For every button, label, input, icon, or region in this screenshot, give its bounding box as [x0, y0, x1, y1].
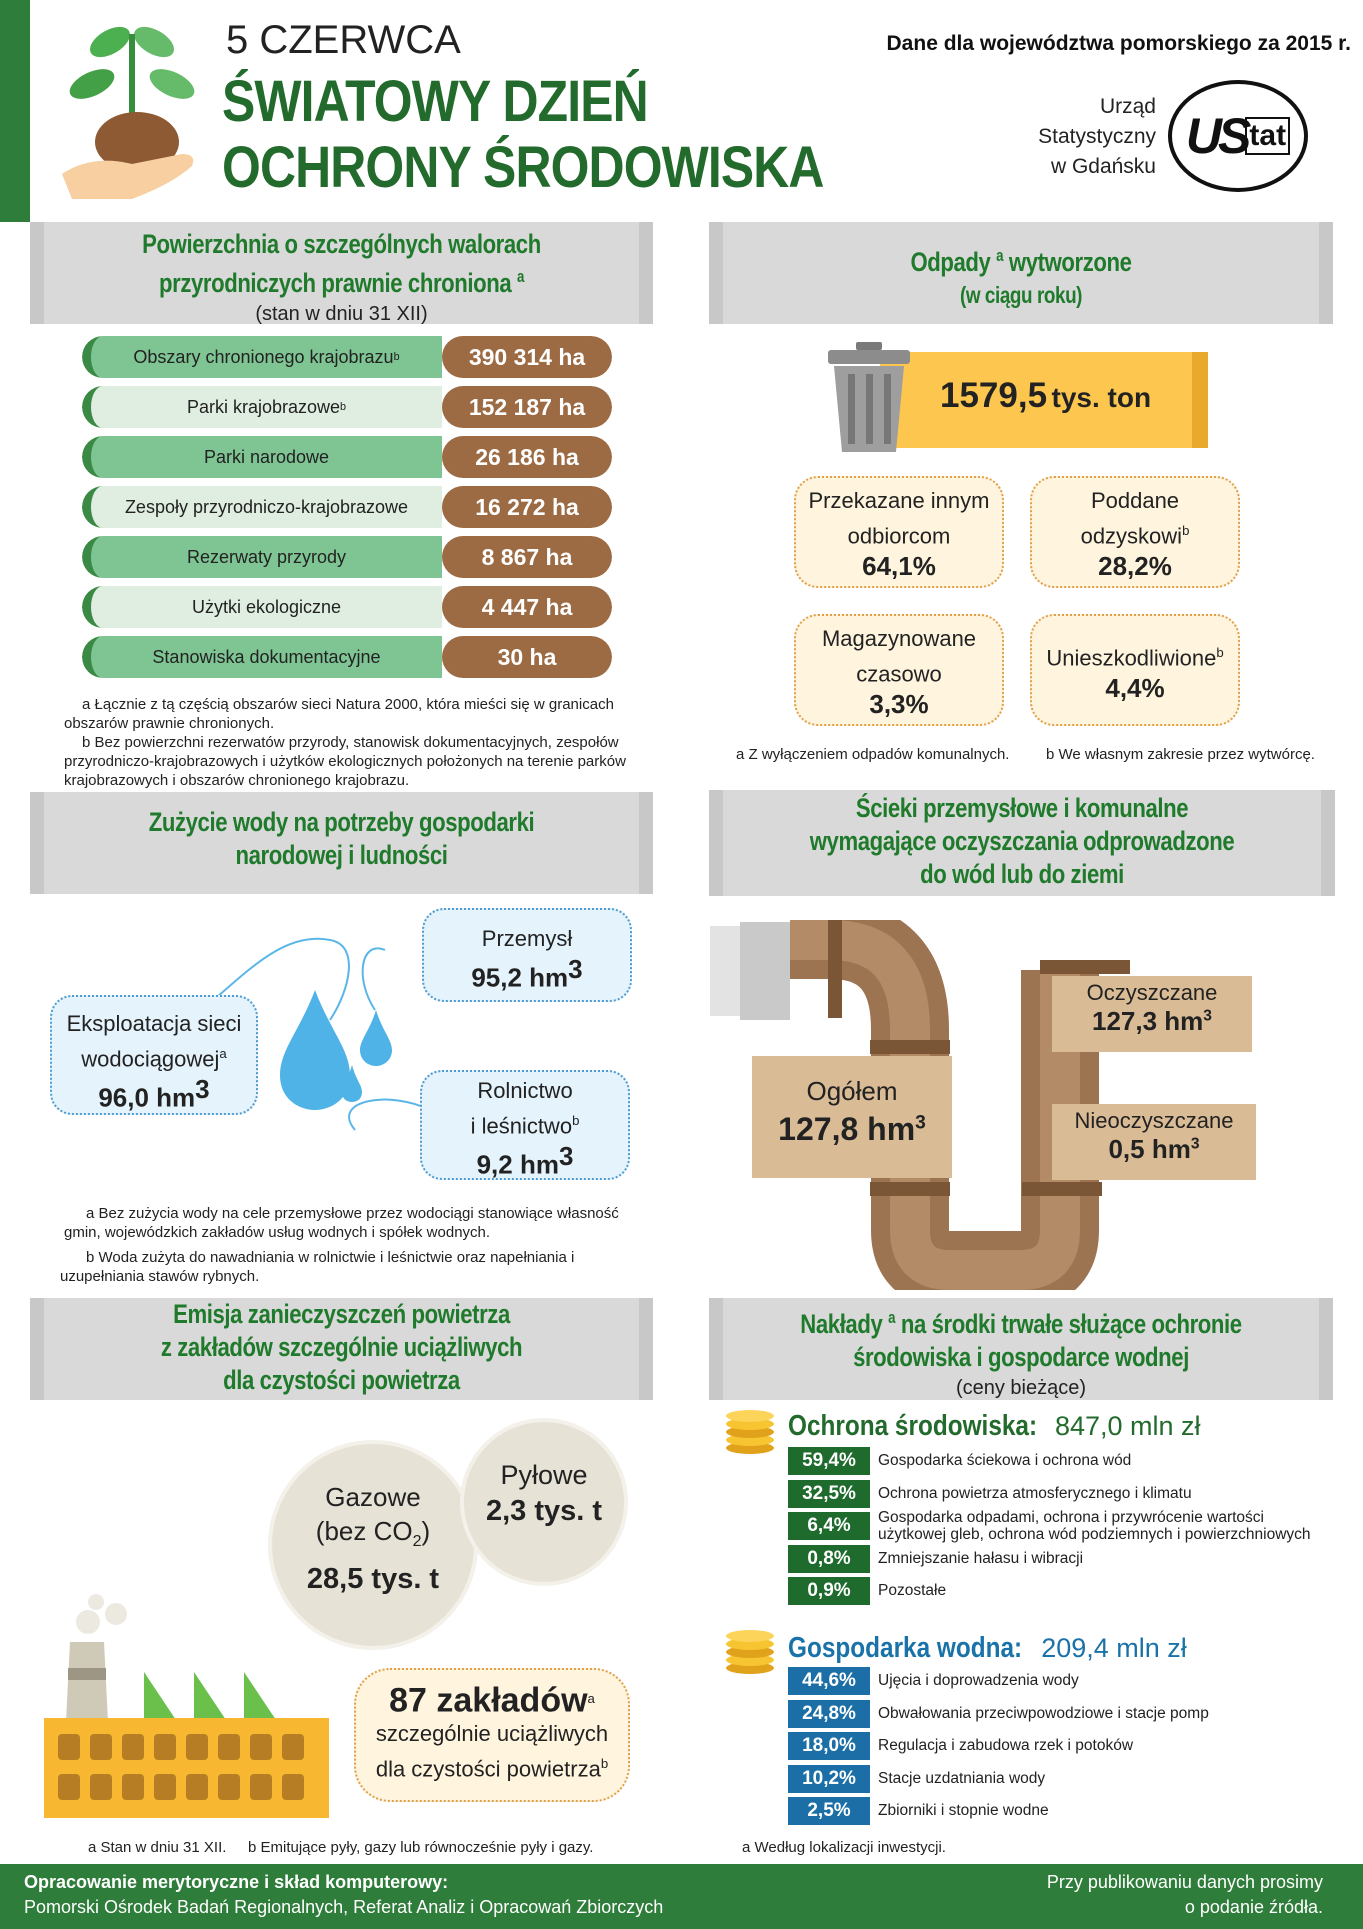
- protected-area-sup: b: [393, 351, 400, 363]
- investment-pct: 6,4%: [788, 1512, 870, 1540]
- water-title-line2: narodowej i ludności: [235, 840, 448, 870]
- trash-bin-icon: [826, 342, 912, 454]
- sewage-untreated-value: 0,5 hm: [1108, 1134, 1191, 1164]
- protected-area-row: [82, 436, 612, 478]
- waste-share-label2: odzyskowi$^b$: [1080, 523, 1190, 549]
- investment-pct: 0,9%: [788, 1577, 870, 1605]
- water-network-unit-sup: 3: [195, 1074, 210, 1105]
- waste-share-box: [1030, 614, 1240, 726]
- water-agri-box: [420, 1070, 630, 1180]
- protected-area-row: [82, 486, 612, 528]
- protected-area-label: [82, 386, 442, 428]
- water-note-a: a Bez zużycia wody na cele przemysłowe przez wodociągi stanowiące własność gmin, wojewódzkich zakładów usług wodnych i spółek wodnych.: [64, 1205, 619, 1241]
- plants-box: [354, 1668, 630, 1802]
- header-date: 5 CZERWCA: [226, 18, 461, 62]
- water-network-label2: wodociągowej: [81, 1046, 220, 1072]
- investment-label: Zbiorniki i stopnie wodne: [878, 1802, 1049, 1819]
- header-green-strip: [0, 0, 30, 222]
- investment-label: Gospodarka ściekowa i ochrona wód: [878, 1452, 1132, 1469]
- footer-left-line2: Pomorski Ośrodek Badań Regionalnych, Referat Analiz i Opracowań Zbiorczych: [24, 1897, 664, 1917]
- emission-header: [30, 1298, 653, 1400]
- protected-area-label: [82, 636, 442, 678]
- water-industry-unit-sup: 3: [568, 954, 583, 984]
- protected-area-label: [82, 436, 442, 478]
- office-line3: w Gdańsku: [1050, 155, 1156, 178]
- investment-label: Obwałowania przeciwpowodziowe i stacje pomp: [878, 1704, 1209, 1722]
- protected-subtitle: (stan w dniu 31 XII): [255, 303, 428, 325]
- investment-subtitle: (ceny bieżące): [955, 1377, 1087, 1399]
- header-title-line1: ŚWIATOWY DZIEŃ: [222, 69, 648, 134]
- investment-title-part1: Nakłady: [800, 1309, 883, 1339]
- water-agri-label2: i leśnictwo: [470, 1113, 573, 1139]
- gas-label1: Gazowe: [325, 1482, 421, 1512]
- investment-label: Pozostałe: [878, 1582, 947, 1599]
- factory-icon: [44, 1592, 344, 1824]
- sewage-title-line3: do wód lub do ziemi: [920, 859, 1124, 889]
- protected-area-name: Użytki ekologiczne: [191, 596, 342, 617]
- data-scope: Dane dla województwa pomorskiego za 2015 r.: [886, 32, 1351, 55]
- logo-us: US: [1185, 108, 1248, 164]
- investment-title-line2: środowiska i gospodarce wodnej: [853, 1342, 1189, 1372]
- footer-right-line1: Przy publikowaniu danych prosimy: [1046, 1872, 1323, 1892]
- sewage-treated-box: [1052, 976, 1252, 1052]
- protected-area-name: Stanowiska dokumentacyjne: [152, 646, 381, 667]
- emission-title-line2: z zakładów szczególnie uciążliwych: [160, 1332, 523, 1362]
- waste-title-rest: wytworzone: [1008, 247, 1132, 277]
- waste-title: Odpady: [910, 247, 991, 277]
- waste-share-label1: Magazynowane: [821, 626, 977, 651]
- investment-title-part2: na środki trwałe służące ochronie: [900, 1309, 1242, 1339]
- sewage-total-value: 127,8 hm: [778, 1111, 916, 1147]
- protected-area-row: [82, 636, 612, 678]
- waste-note-b: b We własnym zakresie przez wytwórcę.: [1046, 746, 1315, 763]
- investment-label: Zmniejszanie hałasu i wibracji: [878, 1549, 1084, 1567]
- investment-label: Ujęcia i doprowadzenia wody: [878, 1672, 1079, 1689]
- investment-note-a: a Według lokalizacji inwestycji.: [742, 1839, 946, 1856]
- waste-share-box: [1030, 476, 1240, 588]
- plants-line2-sup: b: [600, 1756, 609, 1772]
- investment-pct: 24,8%: [788, 1700, 870, 1728]
- plants-sup: a: [587, 1691, 595, 1706]
- investment-pct: 10,2%: [788, 1765, 870, 1793]
- investment-pct: 0,8%: [788, 1545, 870, 1573]
- sewage-untreated-label: Nieoczyszczane: [1074, 1108, 1234, 1133]
- water-network-box: [50, 995, 258, 1115]
- env-heading-row: [788, 1410, 1201, 1443]
- protected-note-b: b Bez powierzchni rezerwatów przyrody, stanowisk dokumentacyjnych, zespołów przyrodniczo-krajobrazowych i użytków ekologicznych położonych na terenie parków krajobrazowych i obszarów chronionego krajobrazu.: [64, 734, 626, 789]
- water-agri-sup: b: [572, 1113, 580, 1128]
- coins-icon: [722, 1406, 778, 1456]
- investment-label: Gospodarka odpadami, ochrona i przywrócenie wartości użytkowej gleb, ochrona wód podziemnych i powierzchniowych: [878, 1509, 1311, 1543]
- ustat-logo: [1168, 80, 1308, 192]
- protected-area-name: Parki narodowe: [203, 446, 330, 467]
- waste-total-value: 1579,5: [940, 376, 1048, 415]
- investment-label: Stacje uzdatniania wody: [878, 1769, 1046, 1787]
- waste-share-value: 28,2%: [1098, 551, 1172, 582]
- sewage-title-line2: wymagające oczyszczania odprowadzone: [809, 826, 1235, 856]
- protected-area-label: [82, 536, 442, 578]
- emission-note-a: a Stan w dniu 31 XII.: [88, 1839, 227, 1856]
- water-header: [30, 792, 653, 894]
- protected-area-name: Zespoły przyrodniczo-krajobrazowe: [124, 496, 409, 517]
- plant-hand-icon: [62, 14, 202, 204]
- plants-line2: dla czystości powietrza: [375, 1756, 601, 1782]
- footer: [0, 1864, 1363, 1929]
- emission-note-b: b Emitujące pyły, gazy lub równocześnie pyły i gazy.: [248, 1839, 594, 1856]
- gas-value: 28,5 tys. t: [306, 1563, 440, 1596]
- protected-area-name: Rezerwaty przyrody: [186, 546, 347, 567]
- water-agri-label1: Rolnictwo: [477, 1078, 573, 1103]
- protected-area-value: 8 867 ha: [442, 536, 612, 578]
- env-heading: Ochrona środowiska:: [788, 1410, 1038, 1442]
- sewage-treated-unit-sup: 3: [1203, 1007, 1212, 1025]
- protected-title-line1: Powierzchnia o szczególnych walorach: [142, 229, 541, 259]
- protected-header: [30, 222, 653, 324]
- waste-share-value: 64,1%: [862, 551, 936, 582]
- protected-area-name: Obszary chronionego krajobrazu: [133, 346, 394, 367]
- protected-area-name: Parki krajobrazowe: [186, 396, 341, 417]
- gas-label2: (bez CO: [315, 1516, 413, 1546]
- protected-area-sup: b: [340, 401, 347, 413]
- waste-share-label2: czasowo: [856, 661, 942, 687]
- water-note-b: b Woda zużyta do nawadniania w rolnictwie i leśnictwie oraz napełniania i uzupełniania stawów rybnych.: [60, 1249, 575, 1285]
- protected-area-row: [82, 586, 612, 628]
- water-inv-total: 209,4 mln zł: [1041, 1633, 1187, 1663]
- office-name: [1010, 92, 1156, 182]
- office-line2: Statystyczny: [1038, 125, 1156, 148]
- water-heading-row: [788, 1632, 1187, 1665]
- water-network-sup: a: [219, 1046, 227, 1061]
- protected-area-value: 152 187 ha: [442, 386, 612, 428]
- waste-note-a: a Z wyłączeniem odpadów komunalnych.: [736, 746, 1010, 763]
- waste-share-value: 3,3%: [869, 689, 929, 720]
- water-industry-box: [422, 908, 632, 1002]
- protected-area-label: [82, 336, 442, 378]
- gas-label-sub: 2: [412, 1533, 422, 1551]
- dust-label: Pyłowe: [500, 1460, 588, 1490]
- sewage-total-unit-sup: 3: [915, 1112, 926, 1134]
- sewage-untreated-box: [1052, 1104, 1256, 1180]
- investment-title-sup: a: [888, 1309, 896, 1327]
- waste-share-box: [794, 476, 1004, 588]
- emission-title-line1: Emisja zanieczyszczeń powietrza: [173, 1299, 510, 1329]
- water-industry-value: 95,2 hm: [471, 962, 569, 993]
- protected-area-value: 4 447 ha: [442, 586, 612, 628]
- investment-label: Ochrona powietrza atmosferycznego i klimatu: [878, 1484, 1192, 1502]
- coins-icon-2: [722, 1626, 778, 1676]
- waste-share-value: 4,4%: [1105, 673, 1165, 704]
- investment-pct: 44,6%: [788, 1667, 870, 1695]
- footer-right-line2: o podanie źródła.: [1184, 1897, 1323, 1917]
- plants-value: 87 zakładów: [389, 1681, 588, 1720]
- protected-area-value: 16 272 ha: [442, 486, 612, 528]
- protected-area-row: [82, 536, 612, 578]
- env-total: 847,0 mln zł: [1054, 1411, 1201, 1441]
- waste-share-label1: Przekazane innym: [808, 488, 990, 513]
- protected-area-row: [82, 336, 612, 378]
- investment-pct: 32,5%: [788, 1480, 870, 1508]
- protected-area-row: [82, 386, 612, 428]
- investment-pct: 59,4%: [788, 1447, 870, 1475]
- emission-title-line3: dla czystości powietrza: [223, 1365, 460, 1395]
- waste-header: [709, 222, 1333, 324]
- sewage-header: [709, 790, 1335, 896]
- water-agri-value: 9,2 hm: [476, 1149, 559, 1180]
- office-line1: Urząd: [1099, 95, 1156, 118]
- waste-share-label1: Unieszkodliwione$^b$: [1046, 645, 1224, 671]
- protected-area-label: [82, 586, 442, 628]
- waste-share-box: [794, 614, 1004, 726]
- logo-tat: tat: [1245, 117, 1290, 155]
- water-inv-heading: Gospodarka wodna:: [788, 1632, 1023, 1664]
- investment-label: Regulacja i zabudowa rzek i potoków: [878, 1737, 1134, 1754]
- waste-share-label1: Poddane: [1090, 488, 1180, 513]
- plants-line1: szczególnie uciążliwych: [375, 1721, 609, 1747]
- water-network-label1: Eksploatacja sieci: [66, 1011, 242, 1036]
- investment-pct: 2,5%: [788, 1797, 870, 1825]
- sewage-untreated-unit-sup: 3: [1190, 1135, 1200, 1153]
- protected-area-value: 30 ha: [442, 636, 612, 678]
- water-industry-label: Przemysł: [481, 926, 573, 951]
- waste-total-unit: tys. ton: [1051, 382, 1152, 413]
- waste-subtitle: (w ciągu roku): [959, 282, 1083, 308]
- sewage-treated-value: 127,3 hm: [1092, 1006, 1204, 1036]
- protected-area-label: [82, 486, 442, 528]
- dust-value: 2,3 tys. t: [485, 1495, 603, 1527]
- protected-note-a: a Łącznie z tą częścią obszarów sieci Natura 2000, która mieści się w granicach obszarów prawnie chronionych.: [64, 696, 614, 732]
- protected-title-line2: przyrodniczych prawnie chroniona: [158, 268, 512, 298]
- sewage-treated-label: Oczyszczane: [1086, 980, 1218, 1005]
- waste-title-sup: a: [996, 247, 1004, 265]
- header-title-line2: OCHRONY ŚRODOWISKA: [222, 135, 824, 200]
- footer-left-line1: Opracowanie merytoryczne i skład komputerowy:: [24, 1872, 449, 1892]
- water-title-line1: Zużycie wody na potrzeby gospodarki: [148, 807, 535, 837]
- water-network-value: 96,0 hm: [98, 1082, 196, 1113]
- sewage-title-line1: Ścieki przemysłowe i komunalne: [855, 793, 1189, 823]
- dust-circle: [460, 1418, 628, 1586]
- investment-pct: 18,0%: [788, 1732, 870, 1760]
- waste-total: [940, 376, 1151, 416]
- sewage-total-label: Ogółem: [806, 1076, 898, 1106]
- protected-area-value: 26 186 ha: [442, 436, 612, 478]
- water-agri-unit-sup: 3: [558, 1141, 574, 1172]
- gas-label-close: ): [421, 1516, 431, 1546]
- protected-area-value: 390 314 ha: [442, 336, 612, 378]
- waste-share-label2: odbiorcom: [847, 523, 951, 549]
- protected-title-sup: a: [517, 268, 525, 286]
- sewage-total-box: [752, 1056, 952, 1178]
- investment-header: [709, 1298, 1333, 1400]
